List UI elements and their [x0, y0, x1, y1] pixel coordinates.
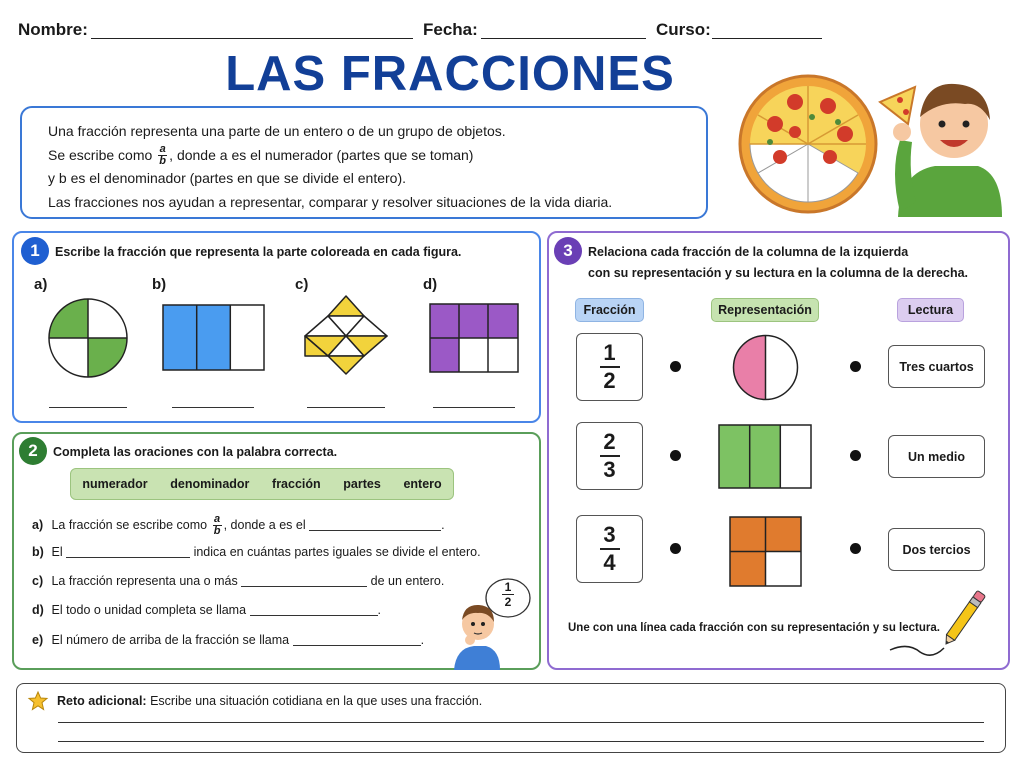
- fraction-denominator: 3: [603, 457, 616, 482]
- inline-fraction-den: b: [159, 155, 167, 168]
- sentence-text: de un entero.: [370, 574, 445, 588]
- match-dot[interactable]: [850, 450, 861, 461]
- sentence-text: El: [51, 545, 63, 559]
- sentence-text: indica en cuántas partes iguales se divide el entero.: [193, 545, 481, 559]
- boy-icon: [880, 84, 1002, 217]
- challenge-prompt: Escribe una situación cotidiana en la que uses una fracción.: [150, 694, 483, 708]
- sentence-letter: e): [32, 633, 44, 647]
- reading-card[interactable]: Un medio: [888, 435, 985, 478]
- representation-rectangle-thirds: [718, 424, 812, 489]
- word-bank-item: denominador: [170, 477, 250, 491]
- sentence-a: [32, 514, 445, 537]
- sentence-text: , donde a es el: [223, 517, 306, 532]
- intro-line-2-pre: Se escribe como: [48, 146, 153, 163]
- inline-fraction-num: a: [159, 143, 166, 156]
- page-title: LAS FRACCIONES: [225, 47, 675, 101]
- intro-box: [20, 106, 708, 219]
- word-bank-item: fracción: [272, 477, 321, 491]
- challenge-answer-line-1[interactable]: [58, 722, 984, 723]
- fraction-denominator: 4: [603, 550, 616, 575]
- figure-c-hexagon: [303, 294, 389, 376]
- figure-a-answer[interactable]: [49, 407, 127, 408]
- pencil-icon: [942, 590, 986, 647]
- intro-line-2: [48, 144, 706, 168]
- section-1-badge: 1: [21, 237, 49, 265]
- sentence-end: .: [441, 517, 445, 532]
- section-3-instruction-2: con su representación y su lectura en la columna de la derecha.: [588, 266, 968, 280]
- thought-fraction-den: 2: [504, 595, 512, 609]
- sentence-d: [32, 603, 381, 617]
- pencil-illustration: [888, 598, 990, 658]
- match-dot[interactable]: [670, 361, 681, 372]
- sentence-end: .: [420, 633, 425, 647]
- figure-b-rectangle: [162, 304, 265, 371]
- representation-circle-half: [732, 334, 799, 401]
- word-bank-item: entero: [403, 477, 442, 491]
- date-label: Fecha:: [423, 20, 478, 39]
- sentence-e: [32, 633, 424, 647]
- section-1-instruction: Escribe la fracción que representa la parte coloreada en cada figura.: [55, 245, 462, 259]
- date-field[interactable]: [481, 38, 646, 39]
- course-label: Curso:: [656, 20, 711, 39]
- fraction-card[interactable]: [576, 515, 643, 583]
- challenge-answer-line-2[interactable]: [58, 741, 984, 742]
- fraction-numerator: 3: [603, 522, 616, 547]
- fraction-numerator: 1: [603, 340, 616, 365]
- figure-c-label: c): [295, 276, 309, 293]
- sentence-end: .: [377, 603, 382, 617]
- section-3-footer: Une con una línea cada fracción con su representación y su lectura.: [568, 622, 940, 634]
- pizza-icon: [740, 76, 876, 212]
- sentence-text: El todo o unidad completa se llama: [51, 603, 247, 617]
- sentence-text: La fracción representa una o más: [51, 574, 238, 588]
- intro-line-4: Las fracciones nos ayudan a representar, comparar y resolver situaciones de la vida diaria.: [48, 193, 613, 210]
- match-dot[interactable]: [670, 450, 681, 461]
- column-header-representation: Representación: [711, 298, 819, 322]
- intro-line-2-post: , donde a es el numerador (partes que se toman): [169, 146, 474, 163]
- section-2-badge: 2: [19, 437, 47, 465]
- pizza-boy-illustration: [740, 62, 1010, 217]
- sentence-c: [32, 574, 444, 588]
- scribble-line: [890, 646, 944, 655]
- reading-card[interactable]: Dos tercios: [888, 528, 985, 571]
- figure-c-answer[interactable]: [307, 407, 385, 408]
- fraction-numerator: 2: [603, 429, 616, 454]
- sentence-letter: c): [32, 574, 44, 588]
- column-header-reading: Lectura: [897, 298, 964, 322]
- boy-thinking-icon: [454, 605, 500, 670]
- challenge-label: Reto adicional:: [57, 694, 147, 708]
- inline-fraction-num: a: [214, 513, 221, 525]
- blank-field[interactable]: [241, 586, 367, 587]
- fraction-denominator: 2: [603, 368, 616, 393]
- figure-b-answer[interactable]: [172, 407, 254, 408]
- figure-d-answer[interactable]: [433, 407, 515, 408]
- inline-fraction: [158, 144, 167, 167]
- section-3-badge: 3: [554, 237, 582, 265]
- column-header-fraction: Fracción: [575, 298, 644, 322]
- section-3-instruction-1: Relaciona cada fracción de la columna de la izquierda: [588, 245, 909, 259]
- sentence-text: El número de arriba de la fracción se llama: [51, 633, 290, 647]
- figure-a-label: a): [34, 276, 48, 293]
- blank-field[interactable]: [66, 557, 190, 558]
- blank-field[interactable]: [309, 530, 441, 531]
- sentence-text: La fracción se escribe como: [51, 517, 208, 532]
- fraction-card[interactable]: [576, 422, 643, 490]
- intro-line-3: y b es el denominador (partes en que se divide el entero).: [48, 170, 406, 187]
- sentence-letter: d): [32, 603, 44, 617]
- figure-a-circle: [48, 298, 128, 378]
- figure-b-label: b): [152, 276, 167, 293]
- intro-line-1: Una fracción representa una parte de un entero o de un grupo de objetos.: [48, 123, 506, 139]
- figure-d-label: d): [423, 276, 438, 293]
- sentence-letter: b): [32, 545, 44, 559]
- name-field[interactable]: [91, 38, 413, 39]
- star-icon: [28, 691, 48, 711]
- fraction-card[interactable]: [576, 333, 643, 401]
- match-dot[interactable]: [670, 543, 681, 554]
- course-field[interactable]: [712, 38, 822, 39]
- word-bank: [70, 468, 454, 500]
- reading-card[interactable]: Tres cuartos: [888, 345, 985, 388]
- blank-field[interactable]: [250, 615, 378, 616]
- section-2-instruction: Completa las oraciones con la palabra correcta.: [53, 445, 338, 459]
- word-bank-item: numerador: [82, 477, 148, 491]
- header-row: [18, 18, 1008, 44]
- representation-square-quarters: [729, 516, 802, 587]
- inline-fraction-den: b: [213, 525, 221, 537]
- figure-d-grid: [429, 303, 519, 373]
- name-label: Nombre:: [18, 20, 88, 39]
- thinking-boy-illustration: [452, 578, 534, 670]
- sentence-b: [32, 545, 481, 559]
- challenge-text: [57, 694, 482, 708]
- thought-fraction: [497, 581, 519, 608]
- word-bank-item: partes: [343, 477, 381, 491]
- match-dot[interactable]: [850, 361, 861, 372]
- thought-fraction-num: 1: [504, 580, 512, 594]
- inline-fraction: [213, 514, 222, 537]
- sentence-letter: a): [32, 517, 44, 532]
- match-dot[interactable]: [850, 543, 861, 554]
- blank-field[interactable]: [293, 645, 421, 646]
